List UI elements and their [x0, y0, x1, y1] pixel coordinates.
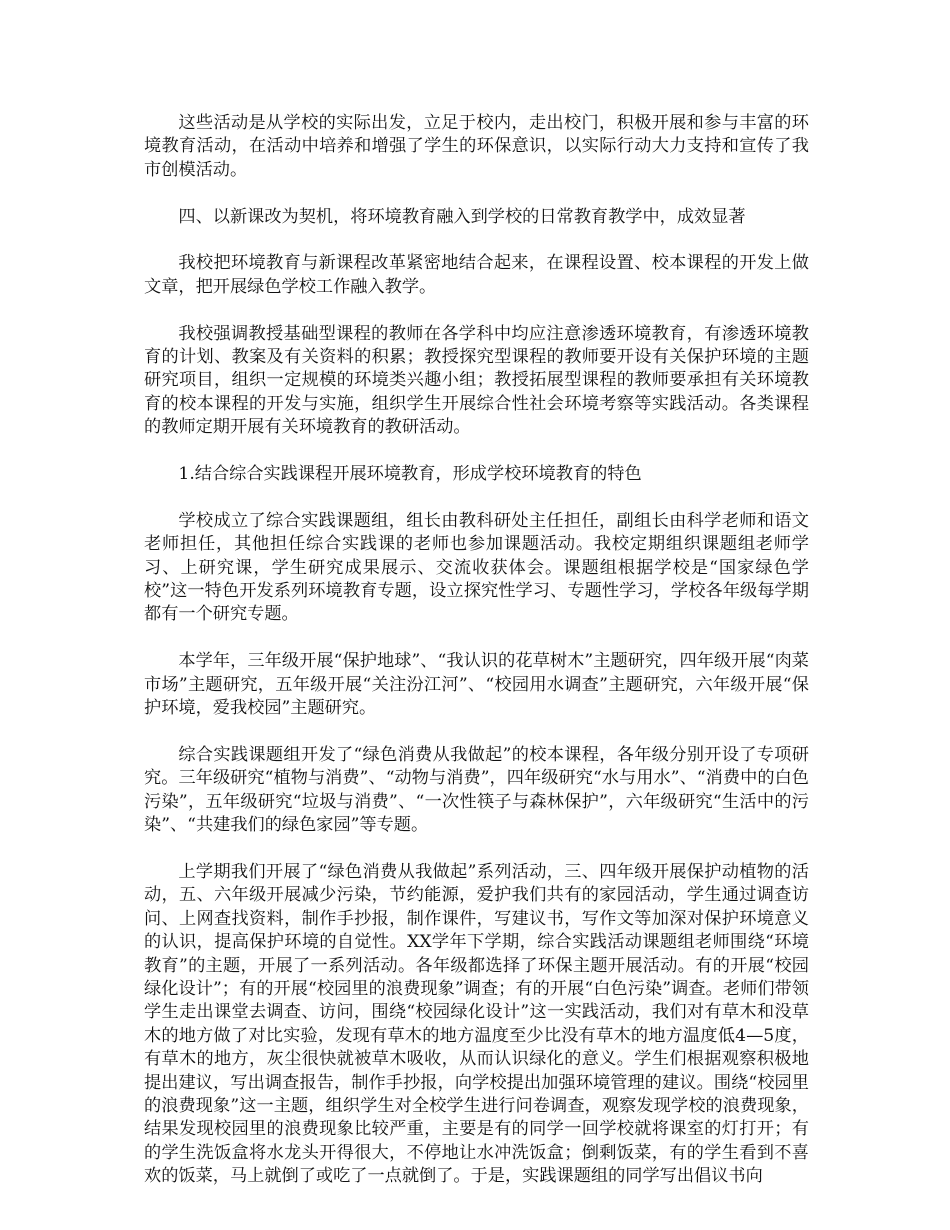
paragraph-green-consumption-course: 综合实践课题组开发了“绿色消费从我做起”的校本课程，各年级分别开设了专项研究。三年级研究“植物与消费”、“动物与消费”，四年级研究“水与用水”、“消费中的白色污染”，五年级研究“垃圾与消费”、“一次性筷子与森林保护”，六年级研究“生活中的污染”、“共建我们的绿色家园”等专题。	[144, 744, 809, 836]
paragraph-semester-activities: 上学期我们开展了“绿色消费从我做起”系列活动，三、四年级开展保护动植物的活动，五、六年级开展减少污染，节约能源，爱护我们共有的家园活动，学生通过调查访问、上网查找资料，制作手抄报，制作课件，写建议书，写作文等加深对保护环境意义的认识，提高保护环境的自觉性。XX学年下学期，综合实践活动课题组老师围绕“环境教育”的主题，开展了一系列活动。各年级都选择了环保主题开展活动。有的开展“校园绿化设计”；有的开展“校园里的浪费现象”调查；有的开展“白色污染”调查。老师们带领学生走出课堂去调查、访问，围绕“校园绿化设计”这一实践活动，我们对有草木和没草木的地方做了对比实验，发现有草木的地方温度至少比没有草木的地方温度低4—5度，有草木的地方，灰尘很快就被草木吸收，从而认识绿化的意义。学生们根据观察积极地提出建议，写出调查报告，制作手抄报，向学校提出加强环境管理的建议。围绕“校园里的浪费现象”这一主题，组织学生对全校学生进行问卷调查，观察发现学校的浪费现象，结果发现校园里的浪费现象比较严重，主要是有的同学一回学校就将课室的灯打开；有的学生洗饭盒将水龙头开得很大，不停地让水冲洗饭盒；倒剩饭菜，有的学生看到不喜欢的饭菜，马上就倒了或吃了一点就倒了。于是，实践课题组的同学写出倡议书向	[144, 861, 809, 1187]
subheading-one: 1.结合综合实践课程开展环境教育，形成学校环境教育的特色	[178, 464, 642, 485]
paragraph-practice-group: 学校成立了综合实践课题组，组长由教科研处主任担任，副组长由科学老师和语文老师担任，其他担任综合实践课的老师也参加课题活动。我校定期组织课题组老师学习、上研究课，学生研究成果展示、交流收获体会。课题组根据学校是“国家绿色学校”这一特色开发系列环境教育专题，设立探究性学习、专题性学习，学校各年级每学期都有一个研究专题。	[144, 510, 809, 625]
paragraph-curriculum-integration: 我校把环境教育与新课程改革紧密地结合起来，在课程设置、校本课程的开发上做文章，把开展绿色学校工作融入教学。	[144, 253, 809, 297]
paragraph-activities-summary: 这些活动是从学校的实际出发，立足于校内，走出校门，积极开展和参与丰富的环境教育活动，在活动中培养和增强了学生的环保意识，以实际行动大力支持和宣传了我市创模活动。	[144, 113, 809, 180]
section-heading-four: 四、以新课改为契机，将环境教育融入到学校的日常教育教学中，成效显著	[178, 206, 746, 227]
document-body	[144, 112, 809, 1212]
paragraph-school-year-topics: 本学年，三年级开展“保护地球”、“我认识的花草树木”主题研究，四年级开展“肉菜市场”主题研究，五年级开展“关注汾江河”、“校园用水调查”主题研究，六年级开展“保护环境，爱我校园”主题研究。	[144, 651, 809, 719]
paragraph-teacher-requirements: 我校强调教授基础型课程的教师在各学科中均应注意渗透环境教育，有渗透环境教育的计划、教案及有关资料的积累；教授探究型课程的教师要开设有关保护环境的主题研究项目，组织一定规模的环境类兴趣小组；教授拓展型课程的教师要承担有关环境教育的校本课程的开发与实施，组织学生开展综合性社会环境考察等实践活动。各类课程的教师定期开展有关环境教育的教研活动。	[144, 323, 809, 438]
